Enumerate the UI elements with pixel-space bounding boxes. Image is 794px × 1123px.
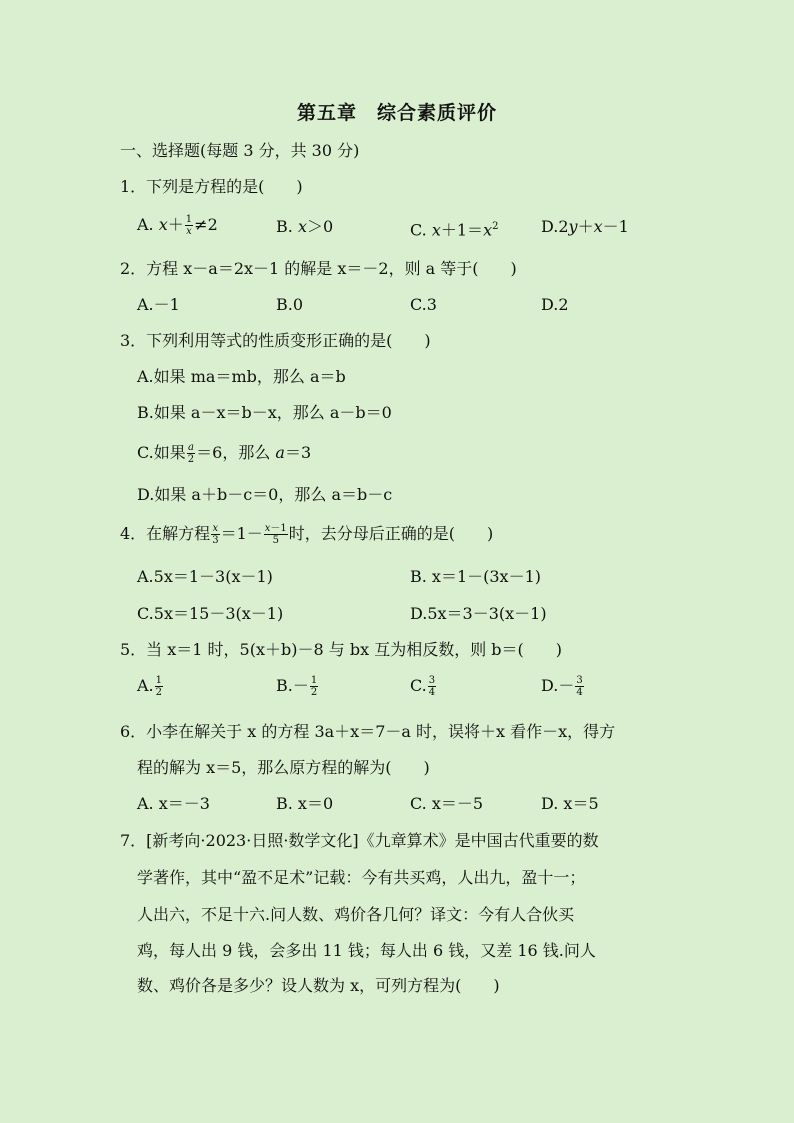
question-6-option-a: A. x＝－3	[137, 794, 210, 813]
question-7-stem-line-2: 学著作，其中“盈不足术”记载：今有共买鸡，人出九，盈十一；	[137, 868, 586, 887]
question-1-option-b: B. x＞0	[276, 217, 334, 236]
question-1-option-d: D.2y＋x－1	[541, 217, 629, 236]
question-5-option-a: A. $\frac{1}{2}$	[137, 675, 163, 698]
question-4-option-b: B. x＝1－(3x－1)	[410, 567, 542, 586]
question-6-option-d: D. x＝5	[541, 794, 599, 813]
question-6-option-b: B. x＝0	[276, 794, 334, 813]
question-6-stem-line-1: 6．小李在解关于 x 的方程 3a＋x＝7－a 时，误将＋x 看作－x，得方	[120, 722, 616, 741]
question-3-option-a: A.如果 ma＝mb，那么 a＝b	[137, 367, 346, 386]
question-3-option-d: D.如果 a＋b－c＝0，那么 a＝b－c	[137, 485, 393, 504]
question-2-option-a: A.－1	[137, 295, 180, 314]
question-5-option-c: C. $\frac{3}{4}$	[410, 675, 436, 698]
question-2-option-b: B.0	[276, 295, 304, 314]
question-7-stem-line-5: 数、鸡价各是多少？设人数为 x，可列方程为( )	[137, 976, 500, 995]
question-7-stem-line-4: 鸡，每人出 9 钱，会多出 11 钱；每人出 6 钱，又差 16 钱.问人	[137, 941, 596, 960]
question-4-option-d: D.5x＝3－3(x－1)	[410, 604, 547, 623]
question-5-option-b: B.－ $\frac{1}{2}$	[276, 675, 318, 698]
question-6-stem-line-2: 程的解为 x＝5，那么原方程的解为( )	[137, 758, 430, 777]
question-7-stem-line-1: 7．[新考向·2023·日照·数学文化]《九章算术》是中国古代重要的数	[120, 831, 599, 850]
question-5-option-d: D.－ $\frac{3}{4}$	[541, 675, 583, 698]
section-heading: 一、选择题(每题 3 分，共 30 分)	[120, 141, 360, 160]
question-2-stem: 2．方程 x－a＝2x－1 的解是 x＝－2，则 a 等于( )	[120, 259, 517, 278]
question-2-option-c: C.3	[410, 295, 437, 314]
question-1-option-c: C. $x+1=x^2$	[410, 220, 499, 240]
question-1-stem: 1．下列是方程的是( )	[120, 177, 303, 196]
page-title: 第五章 综合素质评价	[296, 102, 497, 124]
question-3-option-b: B.如果 a－x＝b－x，那么 a－b＝0	[137, 403, 392, 422]
question-3-stem: 3．下列利用等式的性质变形正确的是( )	[120, 331, 431, 350]
question-4-option-c: C.5x＝15－3(x－1)	[137, 604, 284, 623]
question-5-stem: 5．当 x＝1 时，5(x＋b)－8 与 bx 互为相反数，则 b＝( )	[120, 640, 563, 659]
question-2-option-d: D.2	[541, 295, 569, 314]
question-4-stem: 4．在解方程 $\frac{x}{3}$ ＝1－ $\frac{x-1}{5}$ 时，去分母后正确的是( )	[120, 523, 494, 546]
question-3-option-c: C.如果 $\frac{a}{2}$ ＝6，那么 a＝3	[137, 442, 312, 465]
question-1-option-a: A. x＋ $\frac{1}{x}$ ≠2	[137, 214, 218, 237]
question-6-option-c: C. x＝－5	[410, 794, 484, 813]
question-7-stem-line-3: 人出六，不足十六.问人数、鸡价各几何？译文：今有人合伙买	[137, 905, 575, 924]
question-4-option-a: A.5x＝1－3(x－1)	[137, 567, 273, 586]
